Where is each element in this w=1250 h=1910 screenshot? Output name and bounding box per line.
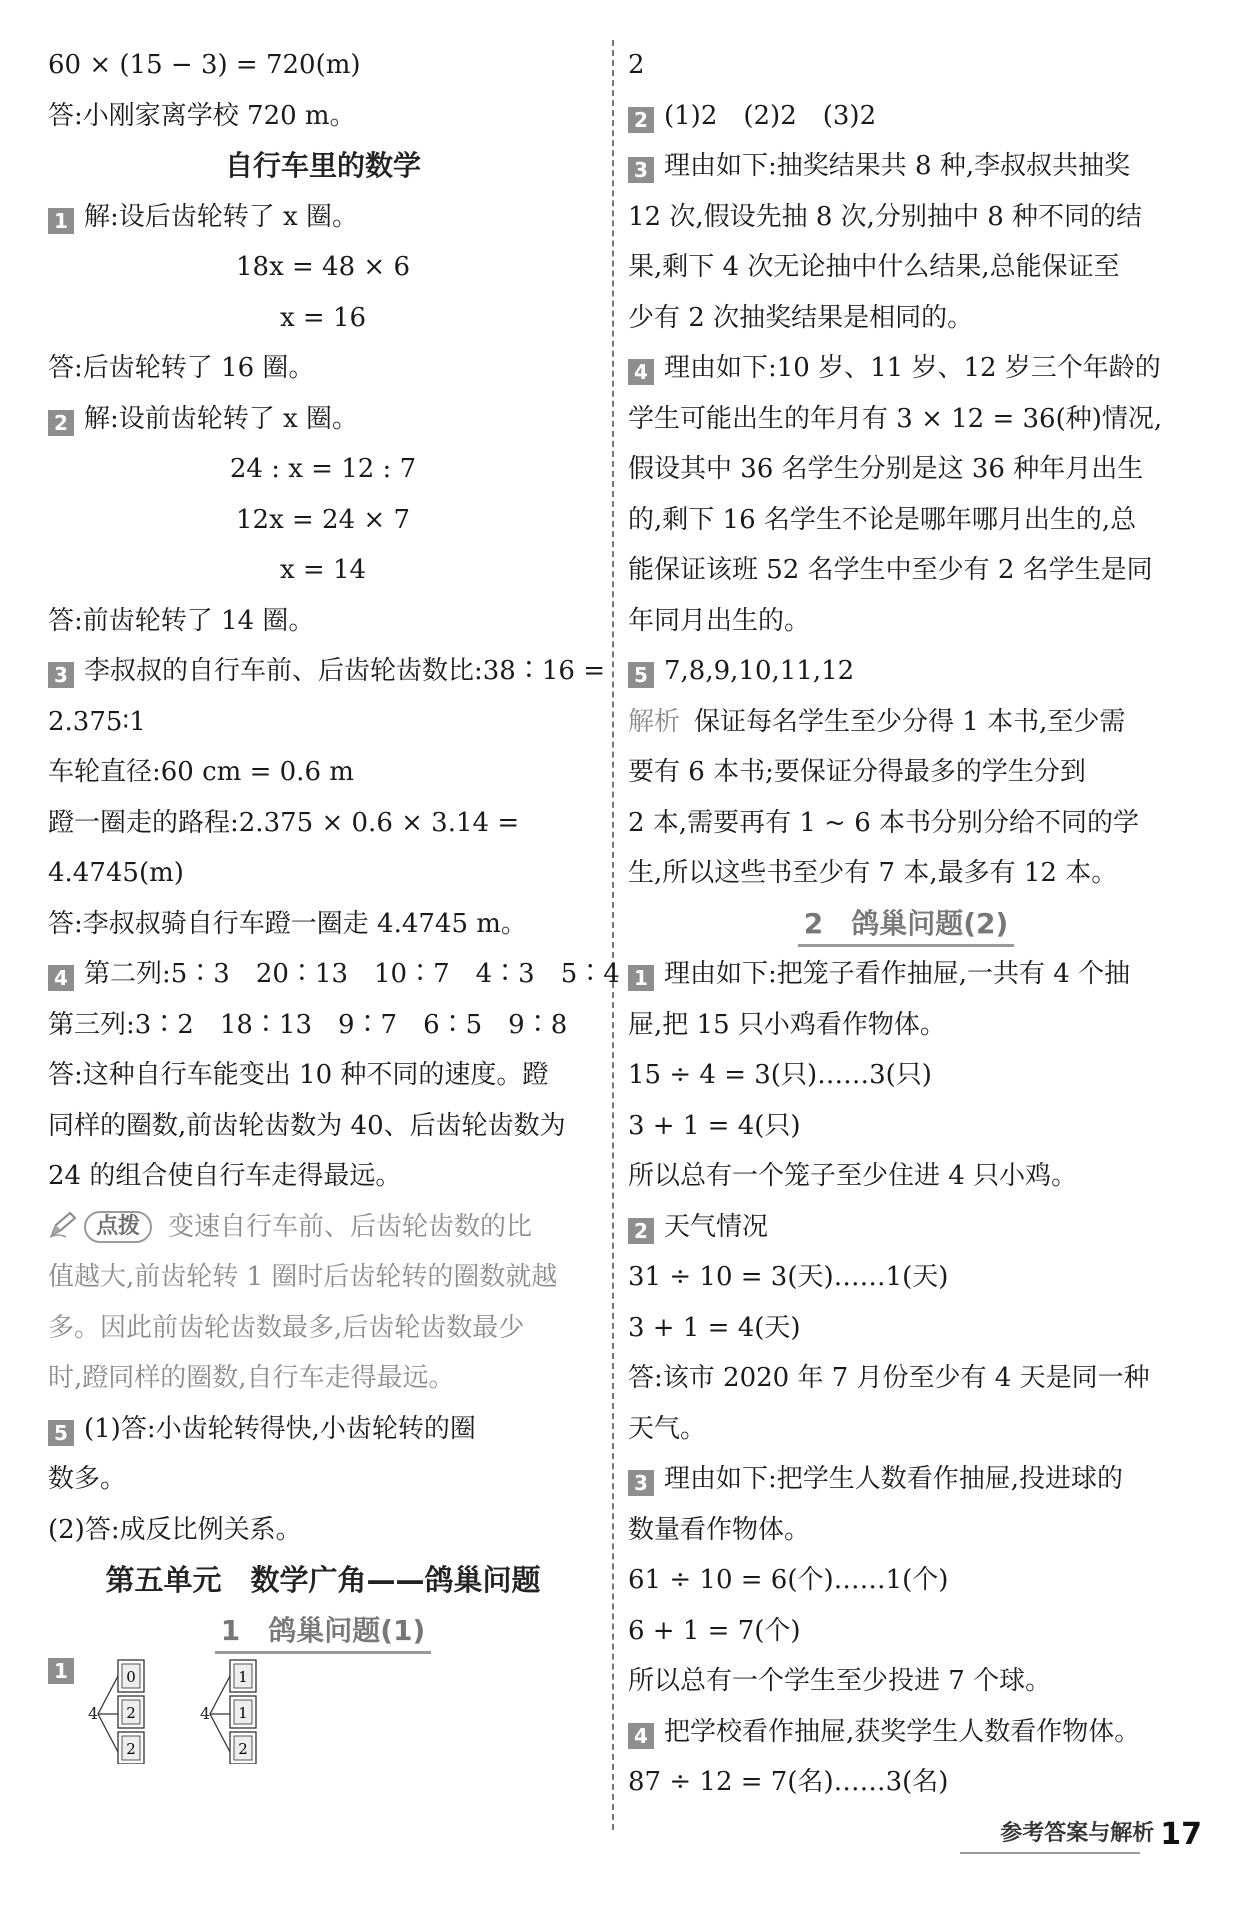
- question-2: [628, 1202, 1184, 1253]
- footer-rule: [960, 1852, 1140, 1854]
- text-line: 2.375∶1: [48, 706, 146, 737]
- analysis-line: 要有 6 本书;要保证分得最多的学生分到: [628, 757, 1086, 787]
- text-line: 少有 2 次抽奖结果是相同的。: [628, 302, 974, 333]
- equation-line: 61 ÷ 10 = 6(个)……1(个): [628, 1565, 949, 1595]
- question-number-badge: 4: [48, 965, 74, 991]
- equation-line: 6 + 1 = 7(个): [628, 1615, 801, 1646]
- branch-line: [210, 1676, 230, 1714]
- analysis-line: [628, 697, 1184, 748]
- drawer-count: 0: [126, 1668, 136, 1686]
- diagram-b: [200, 1660, 256, 1764]
- question-number-badge: 1: [48, 1658, 74, 1684]
- answer-line: 答:李叔叔骑自行车蹬一圈走 4.4745 m。: [48, 908, 527, 939]
- question-1: [48, 192, 598, 243]
- drawer-count: 1: [238, 1704, 248, 1722]
- branch-line: [210, 1714, 230, 1752]
- hint-line: 值越大,前齿轮转 1 圈时后齿轮转的圈数就越: [48, 1262, 558, 1292]
- text-line: 第三列:3∶2 18∶13 9∶7 6∶5 9∶8: [48, 1009, 568, 1040]
- equation-line: 12x = 24 × 7: [235, 504, 410, 535]
- question-number-badge: 5: [628, 662, 654, 688]
- branch-line: [98, 1714, 118, 1752]
- lesson-subheading: [48, 1606, 598, 1657]
- lesson-subheading-text: 1 鸽巢问题(1): [215, 1611, 432, 1654]
- answer-line: 答:该市 2020 年 7 月份至少有 4 天是同一种: [628, 1363, 1150, 1393]
- question-text: 李叔叔的自行车前、后齿轮齿数比:38∶16 =: [84, 656, 605, 686]
- question-number-badge: 1: [628, 965, 654, 991]
- analysis-line: 生,所以这些书至少有 7 本,最多有 12 本。: [628, 858, 1118, 888]
- hint-line: [48, 1202, 598, 1253]
- question-number-badge: 3: [628, 157, 654, 183]
- question-2: [48, 394, 598, 445]
- hint-badge: 点拨: [84, 1211, 152, 1243]
- page-number: 17: [1160, 1817, 1202, 1852]
- section-heading: 自行车里的数学: [224, 149, 421, 182]
- text-line: 果,剩下 4 次无论抽中什么结果,总能保证至: [628, 252, 1120, 282]
- question-1: [628, 949, 1184, 1000]
- question-text: 理由如下:10 岁、11 岁、12 岁三个年龄的: [664, 353, 1161, 383]
- equation-line: 15 ÷ 4 = 3(只)……3(只): [628, 1060, 932, 1090]
- text-line: 所以总有一个笼子至少住进 4 只小鸡。: [628, 1161, 1078, 1191]
- left-column: [48, 40, 620, 1766]
- text-line: 4.4745(m): [48, 858, 184, 888]
- equation-line: 24 : x = 12 : 7: [229, 454, 417, 484]
- analysis-text: 保证每名学生至少分得 1 本书,至少需: [694, 706, 1126, 737]
- total-label: 4: [88, 1704, 99, 1723]
- footer-label: 参考答案与解析: [1000, 1821, 1155, 1846]
- question-3: [628, 141, 1184, 192]
- question-text: 理由如下:把学生人数看作抽屉,投进球的: [664, 1464, 1124, 1494]
- question-3: [628, 1454, 1184, 1505]
- text-line: 60 × (15 − 3) = 720(m): [48, 50, 361, 80]
- answer-line: 答:前齿轮转了 14 圈。: [48, 605, 315, 636]
- text-line: 2: [628, 50, 645, 80]
- question-number-badge: 5: [48, 1420, 74, 1446]
- text-line: 24 的组合使自行车走得最远。: [48, 1161, 402, 1191]
- question-4: [48, 949, 620, 1000]
- equation-line: 31 ÷ 10 = 3(天)……1(天): [628, 1262, 949, 1292]
- unit-title: 第五单元 数学广角——鸽巢问题: [105, 1563, 541, 1597]
- equation-line: 3 + 1 = 4(天): [628, 1312, 801, 1343]
- text-line: 蹬一圈走的路程:2.375 × 0.6 × 3.14 =: [48, 807, 520, 838]
- question-text: (1)2 (2)2 (3)2: [664, 100, 877, 131]
- question-text: 理由如下:把笼子看作抽屉,一共有 4 个抽: [664, 959, 1131, 989]
- right-column: [628, 40, 1184, 1808]
- text-line: 学生可能出生的年月有 3 × 12 = 36(种)情况,: [628, 403, 1163, 434]
- question-text: 解:设前齿轮转了 x 圈。: [84, 403, 358, 434]
- question-text: 解:设后齿轮转了 x 圈。: [84, 201, 358, 232]
- equation-line: 87 ÷ 12 = 7(名)……3(名): [628, 1767, 949, 1797]
- text-line: 天气。: [628, 1413, 707, 1444]
- text-line: 数多。: [48, 1464, 127, 1494]
- question-number-badge: 2: [628, 1218, 654, 1244]
- text-line: 年同月出生的。: [628, 605, 811, 636]
- analysis-line: 2 本,需要再有 1 ~ 6 本书分别分给不同的学: [628, 807, 1139, 838]
- drawer-count: 1: [238, 1668, 248, 1686]
- question-number-badge: 4: [628, 1723, 654, 1749]
- question-5: [48, 1404, 598, 1455]
- question-2: [628, 91, 1184, 142]
- analysis-label: 解析: [628, 706, 681, 737]
- text-line: 同样的圈数,前齿轮齿数为 40、后齿轮齿数为: [48, 1110, 566, 1141]
- question-text: 第二列:5∶3 20∶13 10∶7 4∶3 5∶4: [84, 959, 620, 989]
- branch-line: [98, 1676, 118, 1714]
- answer-line: 答:后齿轮转了 16 圈。: [48, 353, 315, 383]
- hint-text: 变速自行车前、后齿轮齿数的比: [168, 1211, 533, 1242]
- page-footer: [1000, 1816, 1202, 1852]
- question-text: (1)答:小齿轮转得快,小齿轮转的圈: [84, 1413, 476, 1444]
- question-text: 天气情况: [664, 1211, 769, 1242]
- equation-line: 3 + 1 = 4(只): [628, 1110, 801, 1141]
- text-line: 所以总有一个学生至少投进 7 个球。: [628, 1666, 1052, 1696]
- diagram-a: [88, 1660, 144, 1764]
- text-line: 车轮直径:60 cm = 0.6 m: [48, 757, 354, 787]
- lesson-subheading-text: 2 鸽巢问题(2): [798, 904, 1015, 947]
- question-5: [628, 646, 1184, 697]
- text-line: 假设其中 36 名学生分别是这 36 种年月出生: [628, 454, 1144, 484]
- distribution-diagrams: [48, 1656, 278, 1764]
- drawer-count: 2: [238, 1740, 248, 1758]
- pencil-icon: [48, 1206, 78, 1257]
- total-label: 4: [200, 1704, 211, 1723]
- drawer-count: 2: [126, 1704, 136, 1722]
- question-4: [628, 343, 1184, 394]
- text-line: 数量看作物体。: [628, 1514, 811, 1545]
- question-text: 把学校看作抽屉,获奖学生人数看作物体。: [664, 1716, 1141, 1747]
- text-line: 屉,把 15 只小鸡看作物体。: [628, 1009, 946, 1040]
- answer-line: 答:小刚家离学校 720 m。: [48, 100, 356, 131]
- question-number-badge: 2: [628, 107, 654, 133]
- drawer-count: 2: [126, 1740, 136, 1758]
- text-line: 能保证该班 52 名学生中至少有 2 名学生是同: [628, 555, 1153, 585]
- question-number-badge: 3: [628, 1470, 654, 1496]
- hint-line: 多。因此前齿轮齿数最多,后齿轮齿数最少: [48, 1312, 525, 1343]
- question-text: 理由如下:抽奖结果共 8 种,李叔叔共抽奖: [664, 151, 1131, 181]
- column-divider: [612, 40, 614, 1830]
- equation-line: x = 14: [279, 555, 367, 585]
- equation-line: x = 16: [279, 302, 367, 333]
- question-number-badge: 1: [48, 208, 74, 234]
- answer-line: (2)答:成反比例关系。: [48, 1514, 302, 1545]
- question-text: 7,8,9,10,11,12: [664, 656, 855, 686]
- text-line: 的,剩下 16 名学生不论是哪年哪月出生的,总: [628, 504, 1137, 535]
- question-3: [48, 646, 605, 697]
- lesson-subheading: [628, 899, 1184, 950]
- question-number-badge: 4: [628, 359, 654, 385]
- equation-line: 18x = 48 × 6: [235, 252, 410, 282]
- hint-line: 时,蹬同样的圈数,自行车走得最远。: [48, 1363, 455, 1393]
- text-line: 12 次,假设先抽 8 次,分别抽中 8 种不同的结: [628, 201, 1143, 232]
- pigeonhole-diagram: [48, 1656, 598, 1766]
- question-number-badge: 3: [48, 662, 74, 688]
- answer-line: 答:这种自行车能变出 10 种不同的速度。蹬: [48, 1060, 549, 1090]
- question-number-badge: 2: [48, 410, 74, 436]
- question-4: [628, 1707, 1184, 1758]
